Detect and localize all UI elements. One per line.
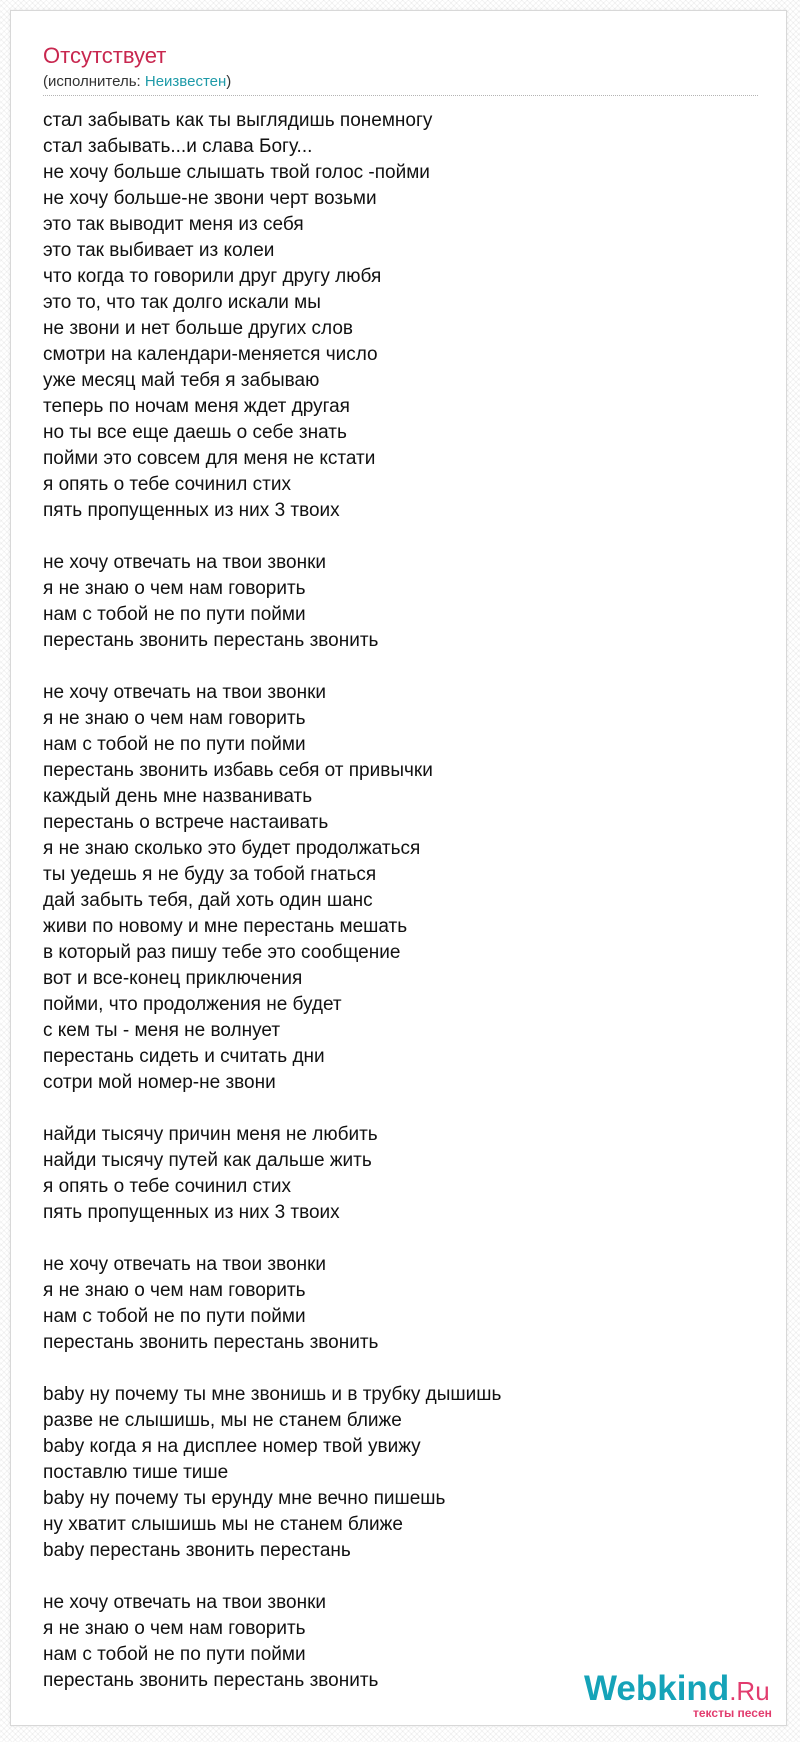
stanza-gap: [43, 1356, 763, 1382]
lyric-line: не хочу больше-не звони черт возьми: [43, 188, 377, 209]
lyric-line: я не знаю о чем нам говорить: [43, 578, 306, 599]
lyric-line: это так выводит меня из себя: [43, 214, 304, 235]
lyric-line: вот и все-конец приключения: [43, 968, 303, 989]
stanza-gap: [43, 1564, 763, 1590]
lyric-line: не хочу отвечать на твои звонки: [43, 682, 327, 703]
lyric-line: baby ну почему ты ерунду мне вечно пишешь: [43, 1488, 446, 1509]
lyric-line: пойми это совсем для меня не кстати: [43, 448, 376, 469]
logo-wordmark: [584, 1671, 770, 1706]
lyric-line: baby когда я на дисплее номер твой увижу: [43, 1436, 421, 1457]
lyric-line: пять пропущенных из них 3 твоих: [43, 1202, 340, 1223]
lyric-line: baby ну почему ты мне звонишь и в трубку дышишь: [43, 1384, 502, 1405]
lyric-line: ну хватит слышишь мы не станем ближе: [43, 1514, 403, 1535]
lyric-line: перестань звонить перестань звонить: [43, 1332, 379, 1353]
lyric-line: найди тысячу причин меня не любить: [43, 1124, 378, 1145]
lyric-line: нам с тобой не по пути пойми: [43, 604, 306, 625]
title-divider: [43, 95, 758, 96]
lyric-line: ты уедешь я не буду за тобой гнаться: [43, 864, 377, 885]
lyric-line: пять пропущенных из них 3 твоих: [43, 500, 340, 521]
logo-suffix: .Ru: [729, 1676, 770, 1706]
lyric-line: каждый день мне названивать: [43, 786, 313, 807]
lyric-line: живи по новому и мне перестань мешать: [43, 916, 408, 937]
lyric-line: нам с тобой не по пути пойми: [43, 734, 306, 755]
artist-link[interactable]: Неизвестен: [144, 73, 227, 90]
lyric-line: перестань звонить перестань звонить: [43, 630, 379, 651]
lyrics-card: [10, 10, 787, 1726]
lyric-line: я не знаю сколько это будет продолжаться: [43, 838, 421, 859]
lyric-line: не хочу отвечать на твои звонки: [43, 552, 327, 573]
stanza-gap: [43, 1226, 763, 1252]
lyric-line: не хочу отвечать на твои звонки: [43, 1592, 327, 1613]
lyric-line: смотри на календари-меняется число: [43, 344, 378, 365]
lyric-line: baby перестань звонить перестань: [43, 1540, 351, 1561]
lyric-line: теперь по ночам меня ждет другая: [43, 396, 350, 417]
lyric-line: поставлю тише тише: [43, 1462, 229, 1483]
byline-suffix: ): [226, 73, 232, 90]
lyric-line: я не знаю о чем нам говорить: [43, 1280, 306, 1301]
lyric-line: уже месяц май тебя я забываю: [43, 370, 320, 391]
lyric-line: найди тысячу путей как дальше жить: [43, 1150, 372, 1171]
lyric-line: сотри мой номер-не звони: [43, 1072, 276, 1093]
lyric-line: что когда то говорили друг другу любя: [43, 266, 382, 287]
song-title: Отсутствует: [43, 43, 167, 68]
lyric-line: я не знаю о чем нам говорить: [43, 708, 306, 729]
lyric-line: дай забыть тебя, дай хоть один шанс: [43, 890, 373, 911]
lyric-line: я опять о тебе сочинил стих: [43, 474, 291, 495]
lyric-line: в который раз пишу тебе это сообщение: [43, 942, 401, 963]
lyric-line: с кем ты - меня не волнует: [43, 1020, 281, 1041]
lyric-line: перестань звонить избавь себя от привычки: [43, 760, 433, 781]
lyric-line: стал забывать как ты выглядишь понемногу: [43, 110, 433, 131]
lyric-line: я опять о тебе сочинил стих: [43, 1176, 291, 1197]
lyric-line: нам с тобой не по пути пойми: [43, 1644, 306, 1665]
logo-name: Webkind: [584, 1669, 730, 1708]
byline-prefix: (исполнитель:: [43, 73, 145, 90]
stanza-gap: [43, 1096, 763, 1122]
stanza-gap: [43, 654, 763, 680]
lyric-line: разве не слышишь, мы не станем ближе: [43, 1410, 402, 1431]
lyric-line: это то, что так долго искали мы: [43, 292, 321, 313]
lyric-line: перестань о встрече настаивать: [43, 812, 329, 833]
artist-byline: [43, 74, 231, 89]
lyric-line: это так выбивает из колеи: [43, 240, 275, 261]
lyrics-body: [43, 108, 763, 1694]
lyric-line: я не знаю о чем нам говорить: [43, 1618, 306, 1639]
stanza-gap: [43, 524, 763, 550]
lyric-line: перестань звонить перестань звонить: [43, 1670, 379, 1691]
lyric-line: нам с тобой не по пути пойми: [43, 1306, 306, 1327]
lyric-line: не хочу больше слышать твой голос -пойми: [43, 162, 430, 183]
lyric-line: пойми, что продолжения не будет: [43, 994, 342, 1015]
lyric-line: не звони и нет больше других слов: [43, 318, 354, 339]
lyric-line: перестань сидеть и считать дни: [43, 1046, 325, 1067]
lyric-line: не хочу отвечать на твои звонки: [43, 1254, 327, 1275]
lyric-line: но ты все еще даешь о себе знать: [43, 422, 347, 443]
site-logo[interactable]: [584, 1671, 784, 1723]
lyric-line: стал забывать...и слава Богу...: [43, 136, 313, 157]
logo-tagline: тексты песен: [693, 1706, 772, 1720]
